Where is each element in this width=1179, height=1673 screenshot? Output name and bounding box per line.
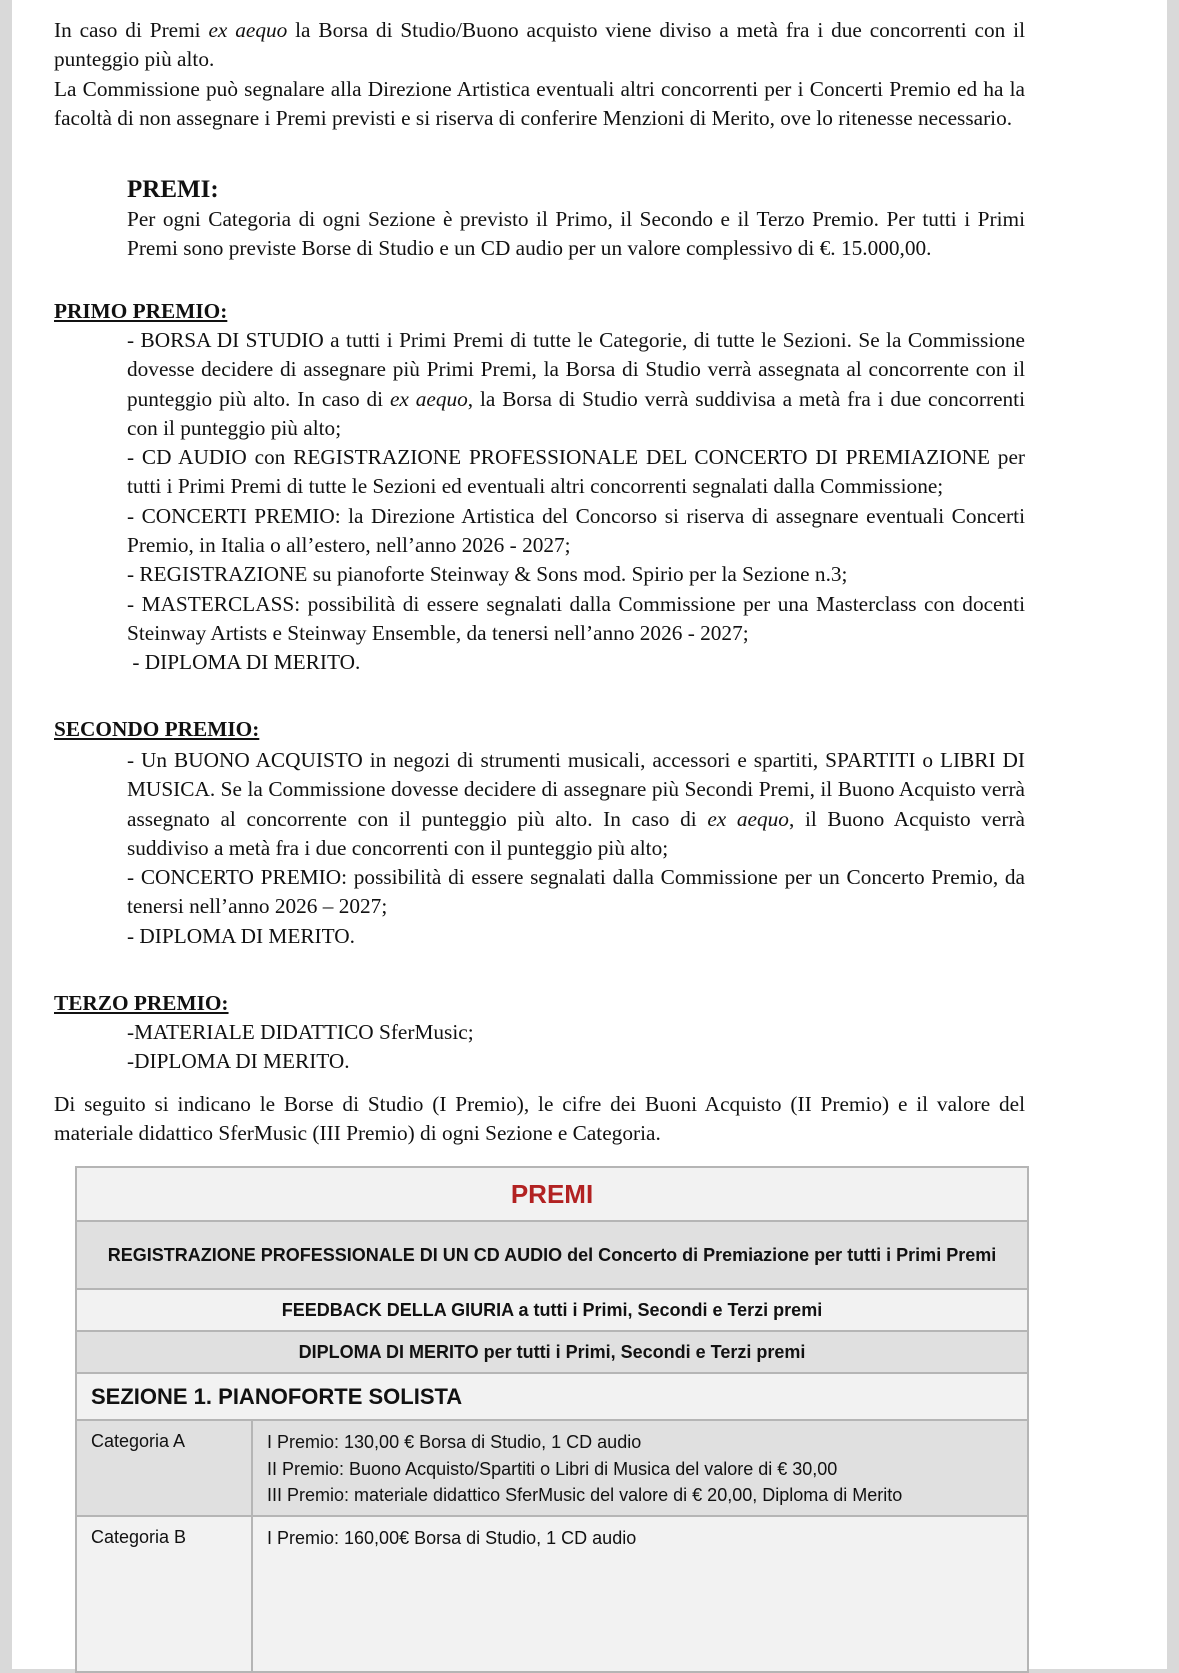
table-row [76,1221,1028,1289]
prize-line: I Premio: 130,00 € Borsa di Studio, 1 CD audio [267,1432,642,1452]
text: a tutti i Primi, Secondi e Terzi premi [513,1299,823,1320]
category-name: Categoria A [76,1420,252,1516]
heading: TERZO PREMIO: [54,991,229,1015]
text: In caso di Premi [54,18,209,42]
category-details [252,1420,1028,1516]
text: , il Buono Acquisto verrà suddiviso a metà fra i due concorrenti con il punteggio più alto; [127,806,1026,860]
text: la Borsa di Studio/Buono acquisto viene diviso a metà fra i due concorrenti con il punteggio più alto. [54,18,1025,72]
heading: SECONDO PREMIO: [54,717,260,741]
secondo-item [127,746,1025,863]
primo-item: - REGISTRAZIONE su pianoforte Steinway & Sons mod. Spirio per la Sezione n.3; [127,562,848,587]
text: , la Borsa di Studio verrà suddivisa a metà fra i due concorrenti con il punteggio più alto; [127,386,1026,440]
primo-item [127,326,1025,443]
heading: PRIMO PREMIO: [54,299,228,323]
table-row [76,1420,1028,1516]
table-row [76,1331,1028,1373]
text: del Concerto di Premiazione per tutti i Primi Premi [562,1245,997,1265]
secondo-heading [54,715,1025,744]
prizes-table [75,1166,1029,1673]
intro-paragraph-2: La Commissione può segnalare alla Direzione Artistica eventuali altri concorrenti per i Concerti Premio ed ha la facoltà di non assegnare i Premi previsti e si riserva di conferire Menzioni di Merito, ove lo ritenesse necessario. [54,76,1025,130]
primo-item: - CONCERTI PREMIO: la Direzione Artistica del Concorso si riserva di assegnare eventuali Concerti Premio, in Italia o all’estero, nell’anno 2026 - 2027; [127,503,1025,558]
table-row [76,1373,1028,1420]
premi-text: Per ogni Categoria di ogni Sezione è previsto il Primo, il Secondo e il Terzo Premio. Per tutti i Primi Premi sono previste Borse di Studio e un CD audio per un valore complessivo di €. 15.000,00. [127,207,1025,261]
primo-item: - CD AUDIO con REGISTRAZIONE PROFESSIONALE DEL CONCERTO DI PREMIAZIONE per tutti i Primi Premi di tutte le Sezioni ed eventuali altri concorrenti segnalati dalla Commissione; [127,445,1025,499]
text-italic: ex aequo [707,806,789,831]
prize-line: III Premio: materiale didattico SferMusic del valore di € 20,00, Diploma di Merito [267,1485,903,1505]
text: REGISTRAZIONE PROFESSIONALE DI UN CD AUDIO [107,1245,563,1265]
prize-line: I Premio: 160,00€ Borsa di Studio, 1 CD audio [267,1527,637,1548]
text-italic: ex aequo [208,18,288,42]
text: FEEDBACK DELLA GIURIA [281,1299,514,1320]
primo-heading [54,297,1025,326]
primo-list [127,326,1025,678]
cd-row [76,1221,1028,1289]
text: per tutti i Primi, Secondi e Terzi premi [478,1341,806,1362]
text: - Un BUONO ACQUISTO in negozi di strumenti musicali, accessori e spartiti, SPARTITI o LIBRI DI MUSICA. Se la Commissione dovesse decidere di assegnare più Secondi Premi, il Buono Acquisto verrà assegnato al concorrente con il punteggio più alto. In caso di [127,748,1025,831]
premi-heading: PREMI: [127,176,219,203]
secondo-item: - CONCERTO PREMIO: possibilità di essere segnalati dalla Commissione per un Concerto Premio, da tenersi nell’anno 2026 – 2027; [127,865,1025,919]
category-name: Categoria B [76,1516,252,1672]
text: - BORSA DI STUDIO a tutti i Primi Premi di tutte le Categorie, di tutte le Sezioni. Se la Commissione dovesse decidere di assegnare più Primi Premi, la Borsa di Studio verrà assegnata al concorrente con il punteggio più alto. In caso di [127,328,1025,411]
table-row [76,1289,1028,1331]
terzo-list [127,1018,1025,1077]
secondo-item: - DIPLOMA DI MERITO. [127,923,355,948]
category-details [252,1516,1028,1672]
text-italic: ex aequo [389,386,468,411]
terzo-item: -DIPLOMA DI MERITO. [127,1049,350,1074]
terzo-item: -MATERIALE DIDATTICO SferMusic; [127,1020,474,1044]
primo-item: - DIPLOMA DI MERITO. [127,650,361,675]
intro-paragraph-1 [54,16,1025,75]
premi-section [127,175,1025,264]
outro-paragraph [54,1090,1025,1149]
text: Di seguito si indicano le Borse di Studio (I Premio), le cifre dei Buoni Acquisto (II Premio) e il valore del materiale didattico SferMusic (III Premio) di ogni Sezione e Categoria. [54,1092,1025,1146]
terzo-heading [54,989,1025,1018]
section-heading: SEZIONE 1. PIANOFORTE SOLISTA [76,1373,1028,1420]
feedback-row [76,1289,1028,1331]
diploma-row [76,1331,1028,1373]
primo-item: - MASTERCLASS: possibilità di essere segnalati dalla Commissione per una Masterclass con docenti Steinway Artists e Steinway Ensemble, da tenersi nell’anno 2026 - 2027; [127,591,1025,645]
text: DIPLOMA DI MERITO [298,1341,479,1362]
table-title: PREMI [76,1167,1028,1221]
table-row [76,1167,1028,1221]
intro [54,16,1025,133]
prize-line: II Premio: Buono Acquisto/Spartiti o Libri di Musica del valore di € 30,00 [267,1458,838,1479]
secondo-list [127,746,1025,951]
table-row [76,1516,1028,1672]
